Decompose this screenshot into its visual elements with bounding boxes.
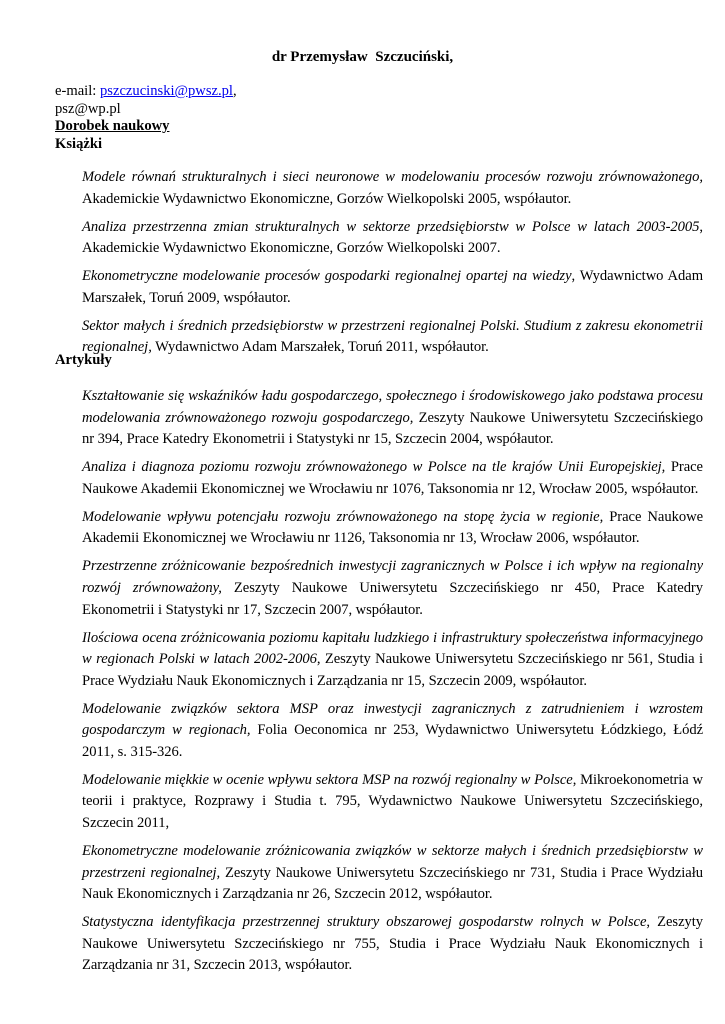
article-entry: [82, 628, 703, 693]
email-secondary: psz@wp.pl: [55, 101, 121, 117]
article-entry: [82, 699, 703, 764]
book-title: Analiza przestrzenna zmian strukturalnych w sektorze przedsiębiorstw w Polsce w latach 2003-2005: [82, 218, 700, 235]
article-title: Modelowanie miękkie w ocenie wpływu sektora MSP na rozwój regionalny w Polsce: [82, 771, 573, 788]
article-details: , Zeszyty Naukowe Uniwersytetu Szczecińskiego nr 755, Studia i Prace Wydziału Nauk Ekonomicznych i Zarządzania nr 31, Szczecin 2013, współautor.: [82, 914, 703, 974]
article-details: Folia Oeconomica nr 253, Wydawnictwo Uniwersytetu Łódzkiego, Łódź 2011, s. 315-326.: [82, 722, 703, 760]
book-title: Sektor małych i średnich przedsiębiorstw w przestrzeni regionalnej Polski. Studium z zakresu ekonometrii regionalnej,: [82, 317, 703, 356]
author-name: dr Przemysław Szczuciński,: [271, 49, 454, 65]
article-entry: [82, 912, 703, 977]
article-details: Zeszyty Naukowe Uniwersytetu Szczecińskiego nr 394, Prace Katedry Ekonometrii i Statystyki nr 15, Szczecin 2004, współautor.: [82, 409, 704, 448]
article-title: Kształtowanie się wskaźników ładu gospodarczego, społecznego i środowiskowego jako podstawa procesu modelowania zrównoważonego rozwoju gospodarczego,: [82, 388, 703, 426]
article-title: Analiza i diagnoza poziomu rozwoju zrównoważonego w Polsce na tle krajów Unii Europejskiej,: [82, 459, 666, 476]
book-entry: [82, 266, 703, 309]
email-line: [55, 82, 237, 100]
heading-ksiazki: Książki: [55, 136, 103, 152]
article-entry: [82, 507, 703, 550]
article-title: Modelowanie związków sektora MSP oraz inwestycji zagranicznych z zatrudnieniem i wzrostem gospodarczym w regionach,: [82, 700, 703, 739]
article-entry: [82, 841, 703, 906]
email-primary-link[interactable]: pszczucinski@pwsz.pl: [99, 83, 233, 99]
article-entry: [82, 457, 703, 500]
book-details: Wydawnictwo Adam Marszałek, Toruń 2011, współautor.: [151, 339, 489, 356]
article-title: Ekonometryczne modelowanie zróżnicowania związków w sektorze małych i średnich przedsiębiorstw w przestrzeni regionalnej,: [82, 843, 703, 881]
article-entry: [82, 386, 703, 451]
heading-artykuly: Artykuły: [55, 352, 112, 368]
book-title: Modele równań strukturalnych i sieci neuronowe w modelowaniu procesów rozwoju zrównoważonego,: [82, 169, 703, 185]
article-details: Zeszyty Naukowe Uniwersytetu Szczecińskiego nr 450, Prace Katedry Ekonometrii i Statystyki nr 17, Szczecin 2007, współautor.: [82, 579, 703, 618]
book-entry: [82, 316, 703, 359]
book-details: , Akademickie Wydawnictwo Ekonomiczne, Gorzów Wielkopolski 2007.: [82, 218, 703, 257]
article-details: , Mikroekonometria w teorii i praktyce, Rozprawy i Studia t. 795, Wydawnictwo Naukowe Uniwersytetu Szczecińskiego, Szczecin 2011,: [82, 771, 703, 832]
article-entry: [82, 770, 703, 835]
heading-dorobek-naukowy: Dorobek naukowy: [55, 118, 170, 134]
book-entry: [82, 167, 703, 210]
article-details: Prace Naukowe Akademii Ekonomicznej we Wrocławiu nr 1126, Taksonomia nr 13, Wrocław 2006, współautor.: [82, 508, 703, 547]
article-title: Modelowanie wpływu potencjału rozwoju zrównoważonego na stopę życia w regionie,: [82, 508, 604, 525]
email-separator: ,: [232, 83, 237, 99]
article-entry: [82, 556, 703, 621]
article-title: Statystyczna identyfikacja przestrzennej struktury obszarowej gospodarstw rolnych w Polsce: [82, 914, 647, 931]
book-details: Akademickie Wydawnictwo Ekonomiczne, Gorzów Wielkopolski 2005, współautor.: [82, 190, 572, 207]
email-label: e-mail:: [55, 83, 100, 99]
book-title: Ekonometryczne modelowanie procesów gospodarki regionalnej opartej na wiedzy: [82, 268, 572, 285]
article-details: , Zeszyty Naukowe Uniwersytetu Szczecińskiego nr 561, Studia i Prace Wydziału Nauk Ekonomicznych i Zarządzania nr 15, Szczecin 2009, współautor.: [82, 651, 703, 689]
books-list: [82, 167, 703, 365]
article-title: Ilościowa ocena zróżnicowania poziomu kapitału ludzkiego i infrastruktury społeczeństwa informacyjnego w regionach Polski w latach 2002-2006: [82, 629, 703, 668]
article-title: Przestrzenne zróżnicowanie bezpośrednich inwestycji zagranicznych w Polsce i ich wpływ na regionalny rozwój zrównoważony,: [82, 558, 703, 596]
book-entry: [82, 217, 703, 260]
article-details: Prace Naukowe Akademii Ekonomicznej we Wrocławiu nr 1076, Taksonomia nr 12, Wrocław 2005, współautor.: [82, 459, 703, 497]
book-details: , Wydawnictwo Adam Marszałek, Toruń 2009, współautor.: [82, 268, 704, 306]
article-details: Zeszyty Naukowe Uniwersytetu Szczecińskiego nr 731, Studia i Prace Wydziału Nauk Ekonomicznych i Zarządzania nr 26, Szczecin 2012, współautor.: [82, 864, 703, 903]
articles-list: [82, 386, 703, 983]
